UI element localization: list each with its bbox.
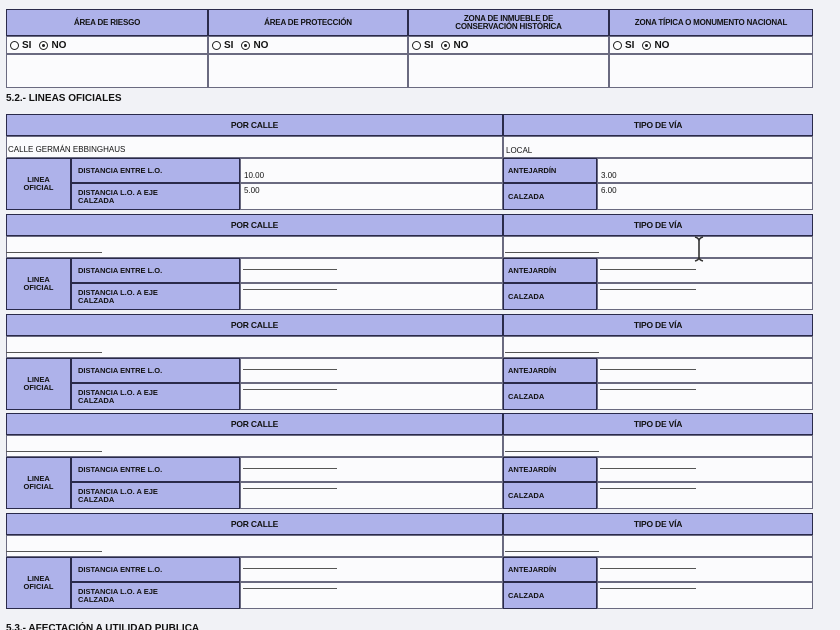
radio-label: SI — [224, 39, 234, 51]
radio-option-si[interactable] — [613, 40, 634, 51]
radio-selected-icon — [39, 41, 48, 50]
blank-line — [600, 369, 696, 370]
road-type-field[interactable]: LOCAL — [503, 136, 813, 158]
antejardin-label: ANTEJARDÍN — [503, 457, 597, 482]
road-type-field[interactable] — [503, 336, 813, 358]
calzada-field[interactable] — [597, 582, 813, 609]
radio-label: NO — [253, 39, 269, 51]
blank-line — [243, 389, 337, 390]
road-type-field[interactable] — [503, 535, 813, 557]
radio-icon — [212, 41, 221, 50]
blank-line — [505, 252, 599, 253]
road-type-field[interactable] — [503, 435, 813, 457]
blank-line — [505, 352, 599, 353]
radio-option-no[interactable] — [241, 40, 268, 51]
blank-line — [243, 289, 337, 290]
radio-icon — [412, 41, 421, 50]
header-zona-tipica — [609, 9, 813, 36]
radio-icon — [10, 41, 19, 50]
linea-oficial-text: LINEA OFICIAL — [23, 574, 54, 591]
street-name-field[interactable] — [6, 336, 503, 358]
por-calle-header: POR CALLE — [6, 513, 503, 535]
distancia-eje-field[interactable]: 5.00 — [240, 183, 503, 210]
next-section-title — [6, 622, 199, 630]
blank-line — [243, 568, 337, 569]
blank-line — [600, 488, 696, 489]
radio-label: SI — [424, 39, 434, 51]
distancia-eje-field[interactable] — [240, 482, 503, 509]
radio-label: NO — [453, 39, 469, 51]
section-title: 5.2.- LINEAS OFICIALES — [6, 93, 122, 104]
blank-line — [243, 488, 337, 489]
por-calle-header: POR CALLE — [6, 114, 503, 136]
calzada-field[interactable] — [597, 383, 813, 410]
street-name-field[interactable] — [6, 236, 503, 258]
distancia-eje-label: DISTANCIA L.O. A EJE CALZADA — [71, 183, 240, 210]
distancia-eje-label: DISTANCIA L.O. A EJE CALZADA — [71, 383, 240, 410]
blank-line — [243, 588, 337, 589]
distancia-eje-field[interactable] — [240, 283, 503, 310]
distancia-eje-field[interactable] — [240, 582, 503, 609]
blank-cell[interactable] — [609, 54, 813, 88]
distancia-lo-field[interactable] — [240, 457, 503, 482]
distancia-lo-field[interactable] — [240, 358, 503, 383]
tipo-via-header: TIPO DE VÍA — [503, 513, 813, 535]
tipo-via-header: TIPO DE VÍA — [503, 413, 813, 435]
street-name-field[interactable]: CALLE GERMÁN EBBINGHAUS — [6, 136, 503, 158]
radio-group-inmueble — [408, 36, 609, 54]
header-label: ZONA DE INMUEBLE DE CONSERVACIÓN HISTÓRICA — [455, 13, 562, 31]
linea-oficial-text: LINEA OFICIAL — [23, 375, 54, 392]
tipo-via-header: TIPO DE VÍA — [503, 214, 813, 236]
distancia-eje-field[interactable] — [240, 383, 503, 410]
calzada-field[interactable] — [597, 283, 813, 310]
blank-line — [505, 551, 599, 552]
calzada-label: CALZADA — [503, 383, 597, 410]
text-cursor-icon — [694, 236, 704, 262]
road-type-field[interactable] — [503, 236, 813, 258]
radio-icon — [613, 41, 622, 50]
header-label: ÁREA DE RIESGO — [73, 17, 141, 27]
linea-oficial-text: LINEA OFICIAL — [23, 275, 54, 292]
linea-oficial-label — [6, 457, 71, 509]
radio-option-si[interactable] — [10, 40, 31, 51]
linea-oficial-label — [6, 557, 71, 609]
radio-option-si[interactable] — [412, 40, 433, 51]
blank-line — [6, 352, 102, 353]
por-calle-header: POR CALLE — [6, 214, 503, 236]
blank-line — [6, 252, 102, 253]
calzada-field[interactable] — [597, 482, 813, 509]
blank-line — [243, 468, 337, 469]
calzada-label: CALZADA — [503, 482, 597, 509]
distancia-eje-label: DISTANCIA L.O. A EJE CALZADA — [71, 283, 240, 310]
radio-option-no[interactable] — [39, 40, 66, 51]
antejardin-field[interactable] — [597, 457, 813, 482]
linea-oficial-text: LINEA OFICIAL — [23, 175, 54, 192]
distancia-lo-field[interactable]: 10.00 — [240, 158, 503, 183]
radio-selected-icon — [441, 41, 450, 50]
antejardin-field[interactable] — [597, 557, 813, 582]
header-area-proteccion — [208, 9, 408, 36]
radio-option-no[interactable] — [642, 40, 669, 51]
radio-group-riesgo — [6, 36, 208, 54]
linea-oficial-label — [6, 158, 71, 210]
linea-oficial-label — [6, 258, 71, 310]
distancia-lo-field[interactable] — [240, 557, 503, 582]
radio-group-proteccion — [208, 36, 408, 54]
radio-option-si[interactable] — [212, 40, 233, 51]
blank-line — [600, 269, 696, 270]
tipo-via-header: TIPO DE VÍA — [503, 314, 813, 336]
distancia-lo-field[interactable] — [240, 258, 503, 283]
next-section-label: 5.3.- AFECTACIÓN A UTILIDAD PUBLICA — [6, 623, 200, 630]
por-calle-header: POR CALLE — [6, 413, 503, 435]
blank-line — [600, 389, 696, 390]
distancia-eje-label: DISTANCIA L.O. A EJE CALZADA — [71, 482, 240, 509]
radio-option-no[interactable] — [441, 40, 468, 51]
distancia-lo-label: DISTANCIA ENTRE L.O. — [71, 258, 240, 283]
distancia-lo-label: DISTANCIA ENTRE L.O. — [71, 158, 240, 183]
tipo-via-header: TIPO DE VÍA — [503, 114, 813, 136]
header-label: ZONA TÍPICA O MONUMENTO NACIONAL — [634, 17, 788, 27]
antejardin-label: ANTEJARDÍN — [503, 557, 597, 582]
blank-line — [600, 468, 696, 469]
blank-cell[interactable] — [408, 54, 609, 88]
header-label: ÁREA DE PROTECCIÓN — [264, 17, 352, 27]
distancia-eje-label: DISTANCIA L.O. A EJE CALZADA — [71, 582, 240, 609]
street-name-field[interactable] — [6, 535, 503, 557]
blank-cell[interactable] — [208, 54, 408, 88]
header-area-riesgo — [6, 9, 208, 36]
calzada-label: CALZADA — [503, 283, 597, 310]
antejardin-label: ANTEJARDÍN — [503, 258, 597, 283]
linea-oficial-label — [6, 358, 71, 410]
radio-label: SI — [22, 39, 32, 51]
radio-label: NO — [654, 39, 670, 51]
por-calle-header: POR CALLE — [6, 314, 503, 336]
blank-line — [6, 451, 102, 452]
radio-label: SI — [625, 39, 635, 51]
calzada-label: CALZADA — [503, 582, 597, 609]
blank-line — [600, 289, 696, 290]
street-name-field[interactable] — [6, 435, 503, 457]
header-zona-inmueble — [408, 9, 609, 36]
linea-oficial-text: LINEA OFICIAL — [23, 474, 54, 491]
distancia-lo-label: DISTANCIA ENTRE L.O. — [71, 557, 240, 582]
antejardin-field[interactable] — [597, 358, 813, 383]
blank-line — [505, 451, 599, 452]
blank-line — [600, 588, 696, 589]
blank-line — [6, 551, 102, 552]
antejardin-field[interactable]: 3.00 — [597, 158, 813, 183]
antejardin-label: ANTEJARDÍN — [503, 158, 597, 183]
radio-group-tipica — [609, 36, 813, 54]
radio-selected-icon — [241, 41, 250, 50]
radio-selected-icon — [642, 41, 651, 50]
antejardin-field[interactable] — [597, 258, 813, 283]
blank-line — [243, 269, 337, 270]
distancia-lo-label: DISTANCIA ENTRE L.O. — [71, 358, 240, 383]
blank-line — [600, 568, 696, 569]
calzada-label: CALZADA — [503, 183, 597, 210]
radio-label: NO — [51, 39, 67, 51]
blank-cell[interactable] — [6, 54, 208, 88]
calzada-field[interactable]: 6.00 — [597, 183, 813, 210]
distancia-lo-label: DISTANCIA ENTRE L.O. — [71, 457, 240, 482]
antejardin-label: ANTEJARDÍN — [503, 358, 597, 383]
blank-line — [243, 369, 337, 370]
